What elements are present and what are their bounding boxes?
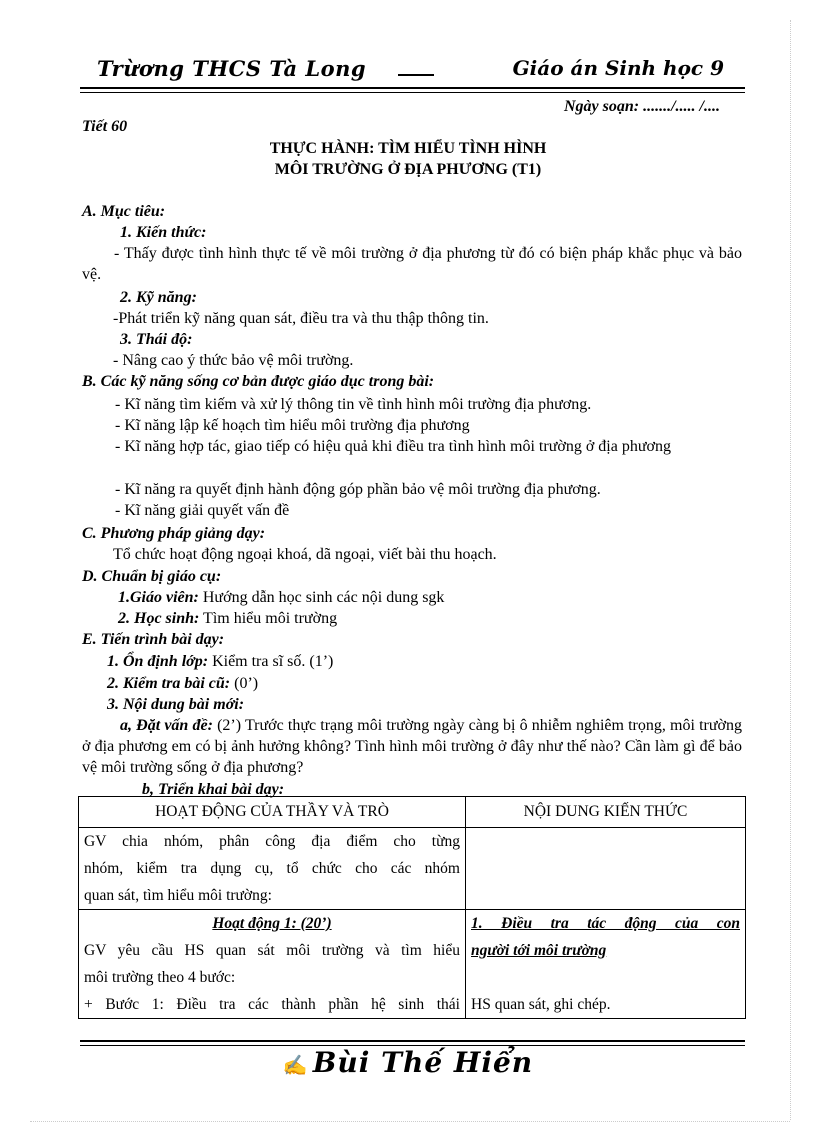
- preparation-date: Ngày soạn: ......./..... /....: [564, 98, 720, 115]
- step1: [107, 651, 767, 672]
- step3-label: 3. Nội dung bài mới:: [107, 696, 245, 713]
- activity-title: Hoạt động 1: (20’): [212, 915, 332, 932]
- spacer: [471, 964, 740, 991]
- objectives-heading: A. Mục tiêu:: [82, 203, 166, 220]
- step1-label: 1. Ổn định lớp:: [107, 653, 209, 670]
- process-heading: E. Tiến trình bài dạy:: [82, 631, 225, 648]
- knowledge-heading: 1. Kiến thức:: [120, 224, 207, 241]
- preparation-heading: D. Chuẩn bị giáo cụ:: [82, 568, 222, 585]
- lesson-title-line1: THỰC HÀNH: TÌM HIỂU TÌNH HÌNH: [269, 140, 547, 157]
- step2-text: (0’): [230, 675, 259, 692]
- table-line: GV yêu cầu HS quan sát môi trường và tìm hiểu: [84, 942, 460, 959]
- student-label: 2. Học sinh:: [118, 610, 200, 627]
- step1-text: Kiểm tra sĩ số. (1’): [208, 653, 334, 670]
- header-rule: [80, 87, 745, 89]
- teacher-label: 1.Giáo viên:: [118, 589, 199, 606]
- step2-label: 2. Kiểm tra bài cũ:: [107, 675, 231, 692]
- content-cell: [466, 910, 746, 1019]
- intro-label: a, Đặt vấn đề:: [120, 717, 213, 734]
- table-line: môi trường theo 4 bước:: [84, 969, 236, 986]
- footer-rule: [80, 1040, 745, 1042]
- header-rule-thin: [80, 92, 745, 93]
- teacher-text: Hướng dẫn học sinh các nội dung sgk: [198, 589, 445, 606]
- methods-text: Tổ chức hoạt động ngoại khoá, dã ngoại, viết bài thu hoạch.: [113, 546, 497, 563]
- life-skill-item: - Kĩ năng tìm kiếm và xử lý thông tin về tình hình môi trường địa phương.: [115, 396, 592, 413]
- life-skills-heading: B. Các kỹ năng sống cơ bản được giáo dục trong bài:: [82, 373, 435, 390]
- teacher-prep: [118, 587, 778, 608]
- pen-icon: ✍: [282, 1053, 309, 1077]
- content-title: 1. Điều tra tác động của con: [471, 915, 740, 932]
- content-title-cont: người tới môi trường: [471, 942, 607, 959]
- col2-header: NỘI DUNG KIẾN THỨC: [466, 797, 746, 828]
- lesson-title-line2: MÔI TRƯỜNG Ở ĐỊA PHƯƠNG (T1): [274, 161, 542, 178]
- life-skill-item: - Kĩ năng lập kế hoạch tìm hiểu môi trường địa phương: [115, 417, 470, 434]
- footer-author: [0, 1046, 816, 1079]
- table-line: nhóm, kiểm tra dụng cụ, tổ chức cho các nhóm: [84, 860, 460, 877]
- deploy-label: b, Triển khai bài dạy:: [142, 781, 285, 798]
- skills-heading: 2. Kỹ năng:: [120, 289, 197, 306]
- col1-header: HOẠT ĐỘNG CỦA THẦY VÀ TRÒ: [79, 797, 466, 828]
- content-text: HS quan sát, ghi chép.: [471, 996, 611, 1013]
- intro-text: (2’) Trước thực trạng môi trường ngày càng bị ô nhiễm nghiêm trọng, môi trường ở địa phương em có bị ảnh hưởng không? Tình hình môi trường ở đây như thế nào? Cần làm gì để bảo vệ môi trường sống ở địa phương?: [82, 717, 742, 776]
- content-cell-empty: [466, 828, 746, 910]
- life-skill-item: - Kĩ năng giải quyết vấn đề: [115, 502, 290, 519]
- student-prep: [118, 608, 778, 629]
- lesson-plan-table: [78, 796, 746, 1019]
- intro-paragraph: [82, 715, 742, 778]
- methods-heading: C. Phương pháp giảng dạy:: [82, 525, 266, 542]
- step2: [107, 673, 767, 694]
- lesson-number: Tiết 60: [82, 118, 128, 135]
- author-name: Bùi Thế Hiển: [312, 1046, 534, 1079]
- life-skill-item: - Kĩ năng ra quyết định hành động góp phần bảo vệ môi trường địa phương.: [115, 481, 601, 498]
- school-name: Trừơng THCS Tà Long: [97, 56, 367, 81]
- attitude-heading: 3. Thái độ:: [120, 331, 193, 348]
- page-edge-right: [790, 20, 791, 1120]
- header-divider: [398, 74, 434, 76]
- subject-name: Giáo án Sinh học 9: [512, 56, 724, 80]
- page-edge-bottom: [30, 1121, 790, 1122]
- attitude-text: - Nâng cao ý thức bảo vệ môi trường.: [113, 352, 354, 369]
- knowledge-text: - Thấy được tình hình thực tế về môi trường ở địa phương từ đó có biện pháp khắc phục và bảo vệ.: [82, 245, 742, 283]
- table-line: + Bước 1: Điều tra các thành phần hệ sinh thái: [84, 996, 460, 1013]
- life-skill-item: - Kĩ năng hợp tác, giao tiếp có hiệu quả khi điều tra tình hình môi trường ở địa phương: [115, 438, 671, 455]
- table-line: quan sát, tìm hiểu môi trường:: [84, 887, 272, 904]
- skills-text: -Phát triển kỹ năng quan sát, điều tra và thu thập thông tin.: [113, 310, 489, 327]
- student-text: Tìm hiểu môi trường: [199, 610, 338, 627]
- activity-cell: [79, 910, 466, 1019]
- teacher-activity-cell: [79, 828, 466, 910]
- table-line: GV chia nhóm, phân công địa điểm cho từng: [84, 833, 460, 850]
